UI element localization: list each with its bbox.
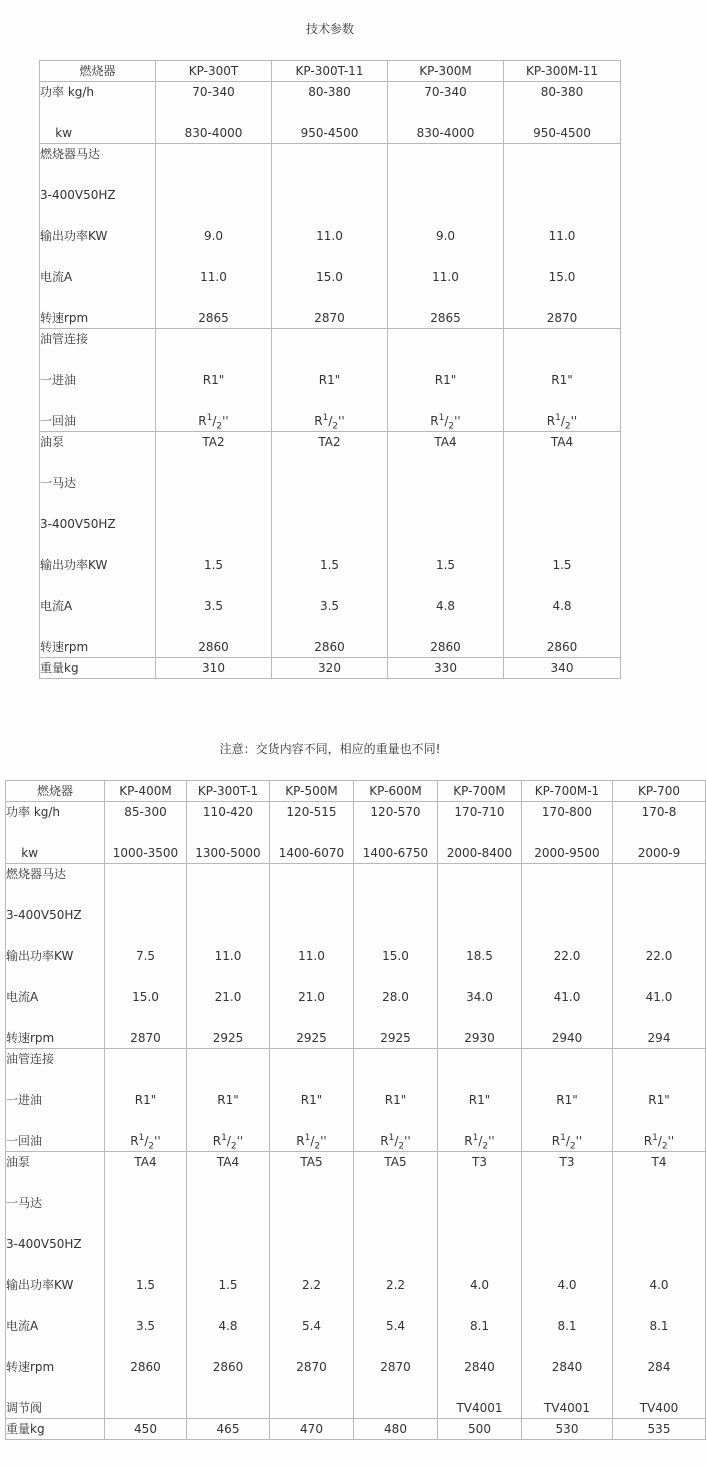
pump-values: TA4 1.5 3.5 2860	[105, 1152, 187, 1419]
weight-value: 450	[105, 1419, 187, 1440]
motor-values: 9.0 11.0 2865	[388, 144, 504, 329]
pump-values: T4 4.0 8.1 284 TV400	[613, 1152, 706, 1419]
table-2-viewport	[0, 770, 681, 1466]
table-row	[6, 802, 706, 864]
spec-table-1	[39, 60, 621, 679]
label-oil-pipe: 油管连接 一进油 一回油	[6, 1049, 105, 1152]
pipe-values: R1" $R^1/_2''$	[613, 1049, 706, 1152]
label-burner-motor: 燃烧器马达 3-400V50HZ 输出功率KW 电流A 转速rpm	[40, 144, 156, 329]
label-pump: 油泵 一马达 3-400V50HZ 输出功率KW 电流A 转速rpm 调节阀	[6, 1152, 105, 1419]
weight-value: 465	[187, 1419, 270, 1440]
spec-table-2	[5, 780, 706, 1440]
weight-value: 535	[613, 1419, 706, 1440]
weight-value: 480	[354, 1419, 438, 1440]
model-name: KP-300T	[156, 61, 272, 82]
motor-values: 9.0 11.0 2865	[156, 144, 272, 329]
pipe-values: R1" $R^1/_2''$	[270, 1049, 354, 1152]
table-row	[6, 1419, 706, 1440]
pipe-values: R1" $R^1/_2''$	[354, 1049, 438, 1152]
header-burner: 燃烧器	[6, 781, 105, 802]
power-value: 70-340 830-4000	[388, 82, 504, 144]
motor-values: 7.5 15.0 2870	[105, 864, 187, 1049]
weight-value: 340	[504, 658, 621, 679]
power-value: 80-380 950-4500	[272, 82, 388, 144]
table-row	[40, 658, 621, 679]
label-power: 功率 kg/h kw	[6, 802, 105, 864]
motor-values: 18.5 34.0 2930	[438, 864, 522, 1049]
motor-values: 11.0 21.0 2925	[270, 864, 354, 1049]
model-name: KP-700	[613, 781, 706, 802]
model-name: KP-700M	[438, 781, 522, 802]
power-value: 110-420 1300-5000	[187, 802, 270, 864]
label-weight: 重量kg	[6, 1419, 105, 1440]
motor-values: 11.0 15.0 2870	[504, 144, 621, 329]
power-value: 170-800 2000-9500	[522, 802, 613, 864]
weight-value: 310	[156, 658, 272, 679]
power-value: 70-340 830-4000	[156, 82, 272, 144]
pump-values: TA5 2.2 5.4 2870	[270, 1152, 354, 1419]
table-row	[40, 144, 621, 329]
weight-value: 470	[270, 1419, 354, 1440]
motor-values: 15.0 28.0 2925	[354, 864, 438, 1049]
pipe-values: R1" $R^1/_2''$	[504, 329, 621, 432]
power-value: 120-570 1400-6750	[354, 802, 438, 864]
model-name: KP-300T-11	[272, 61, 388, 82]
pump-values: TA2 1.5 3.5 2860	[156, 432, 272, 658]
notice-text: 注意：交货内容不同，相应的重量也不同!	[219, 742, 441, 756]
table-row	[6, 864, 706, 1049]
model-name: KP-700M-1	[522, 781, 613, 802]
model-name: KP-300T-1	[187, 781, 270, 802]
pump-values: TA2 1.5 3.5 2860	[272, 432, 388, 658]
pump-values: TA4 1.5 4.8 2860	[504, 432, 621, 658]
pipe-values: R1" $R^1/_2''$	[272, 329, 388, 432]
model-name: KP-500M	[270, 781, 354, 802]
model-name: KP-300M	[388, 61, 504, 82]
pipe-values: R1" $R^1/_2''$	[156, 329, 272, 432]
label-power: 功率 kg/h kw	[40, 82, 156, 144]
label-pump: 油泵 一马达 3-400V50HZ 输出功率KW 电流A 转速rpm	[40, 432, 156, 658]
weight-value: 530	[522, 1419, 613, 1440]
power-value: 170-8 2000-9	[613, 802, 706, 864]
table-row	[40, 82, 621, 144]
table-row	[6, 1049, 706, 1152]
model-name: KP-600M	[354, 781, 438, 802]
weight-value: 330	[388, 658, 504, 679]
power-value: 80-380 950-4500	[504, 82, 621, 144]
pipe-values: R1" $R^1/_2''$	[438, 1049, 522, 1152]
power-value: 170-710 2000-8400	[438, 802, 522, 864]
label-weight: 重量kg	[40, 658, 156, 679]
pipe-values: R1" $R^1/_2''$	[522, 1049, 613, 1152]
pipe-values: R1" $R^1/_2''$	[187, 1049, 270, 1152]
pump-values: T3 4.0 8.1 2840 TV4001	[522, 1152, 613, 1419]
motor-values: 11.0 21.0 2925	[187, 864, 270, 1049]
table-row	[40, 329, 621, 432]
table-row	[6, 1152, 706, 1419]
pipe-values: R1" $R^1/_2''$	[105, 1049, 187, 1152]
model-name: KP-400M	[105, 781, 187, 802]
label-oil-pipe: 油管连接 一进油 一回油	[40, 329, 156, 432]
table-row	[40, 61, 621, 82]
weight-value: 320	[272, 658, 388, 679]
weight-value: 500	[438, 1419, 522, 1440]
page-title: 技术参数	[305, 22, 354, 36]
motor-values: 22.0 41.0 294	[613, 864, 706, 1049]
pump-values: T3 4.0 8.1 2840 TV4001	[438, 1152, 522, 1419]
pump-values: TA5 2.2 5.4 2870	[354, 1152, 438, 1419]
header-burner: 燃烧器	[40, 61, 156, 82]
model-name: KP-300M-11	[504, 61, 621, 82]
table-row	[6, 781, 706, 802]
power-value: 120-515 1400-6070	[270, 802, 354, 864]
motor-values: 11.0 15.0 2870	[272, 144, 388, 329]
pump-values: TA4 1.5 4.8 2860	[187, 1152, 270, 1419]
power-value: 85-300 1000-3500	[105, 802, 187, 864]
pump-values: TA4 1.5 4.8 2860	[388, 432, 504, 658]
label-burner-motor: 燃烧器马达 3-400V50HZ 输出功率KW 电流A 转速rpm	[6, 864, 105, 1049]
pipe-values: R1" $R^1/_2''$	[388, 329, 504, 432]
motor-values: 22.0 41.0 2940	[522, 864, 613, 1049]
table-row	[40, 432, 621, 658]
